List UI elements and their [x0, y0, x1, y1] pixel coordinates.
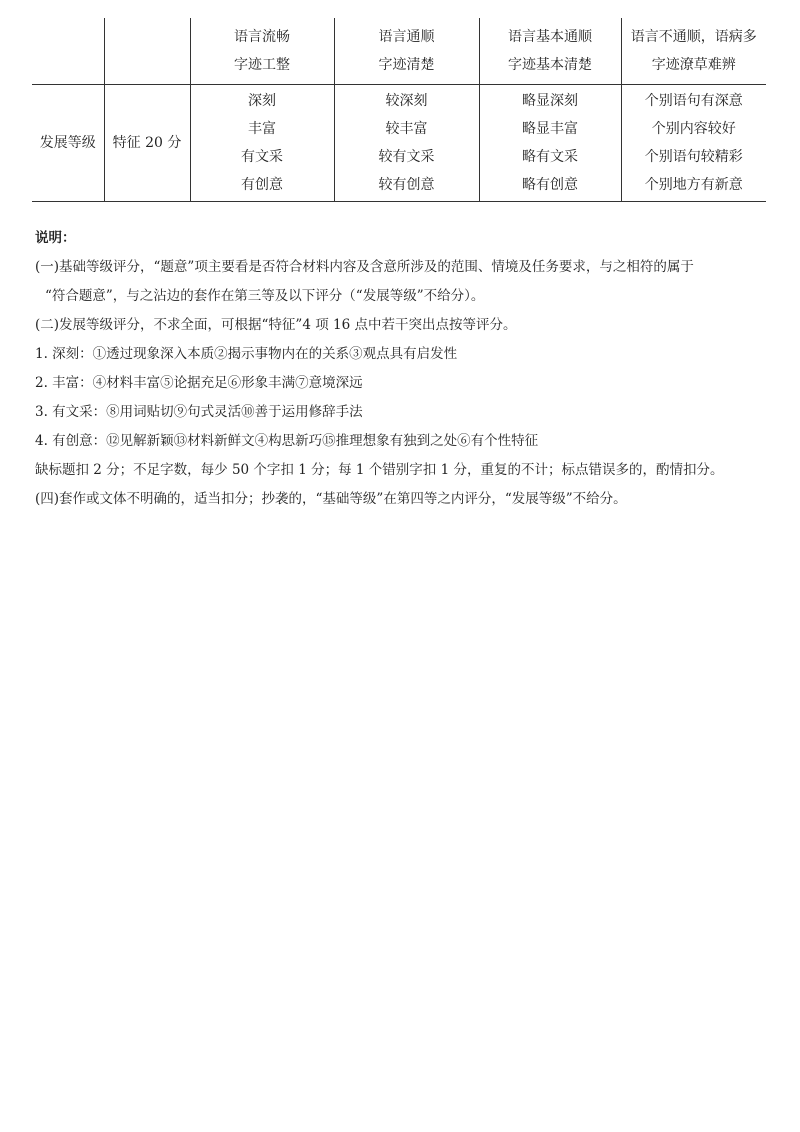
cell-line: 略有文采: [522, 149, 578, 165]
cell-line: 字迹潦草难辨: [651, 57, 736, 73]
cell-line: 略显深刻: [522, 93, 578, 109]
table-cell-level-4: [621, 85, 766, 202]
cell-line: 个别语句有深意: [644, 93, 743, 109]
cell-line: 字迹清楚: [378, 57, 435, 73]
table-cell-criterion: 特征 20 分: [104, 85, 190, 202]
cell-line: 个别地方有新意: [644, 177, 743, 193]
table-cell-level-2: [334, 85, 479, 202]
cell-line: 较深刻: [385, 93, 428, 109]
cell-line: 较有文采: [378, 149, 435, 165]
table-cell-empty: [104, 18, 190, 85]
table-row: [32, 85, 766, 202]
table-cell-level-4: [621, 18, 766, 85]
scoring-rubric-table: [32, 18, 766, 202]
cell-line: 略显丰富: [522, 121, 578, 137]
cell-line: 语言流畅: [234, 29, 290, 45]
note-line: 1. 深刻：①透过现象深入本质②揭示事物内在的关系③观点具有启发性: [35, 346, 458, 362]
table-cell-level-1: [190, 85, 334, 202]
note-line: (一)基础等级评分，“题意”项主要看是否符合材料内容及含意所涉及的范围、情境及任务要求，与之相符的属于: [35, 259, 694, 275]
note-line: 缺标题扣 2 分；不足字数，每少 50 个字扣 1 分；每 1 个错别字扣 1 分，重复的不计；标点错误多的，酌情扣分。: [35, 462, 724, 478]
note-line: 3. 有文采：⑧用词贴切⑨句式灵活⑩善于运用修辞手法: [35, 404, 363, 420]
table-row: [32, 18, 766, 85]
cell-line: 较丰富: [385, 121, 428, 137]
cell-line: 有创意: [241, 177, 283, 193]
cell-line: 深刻: [248, 93, 276, 109]
table-cell-level-2: [334, 18, 479, 85]
cell-line: 略有创意: [522, 177, 578, 193]
note-line: 2. 丰富：④材料丰富⑤论据充足⑥形象丰满⑦意境深远: [35, 375, 363, 391]
cell-line: 有文采: [241, 149, 283, 165]
note-line: 4. 有创意：⑫见解新颖⑬材料新鲜文④构思新巧⑮推理想象有独到之处⑥有个性特征: [35, 433, 539, 449]
cell-line: 字迹工整: [234, 57, 290, 73]
table-cell-empty: [32, 18, 104, 85]
table-cell-level-3: [479, 85, 621, 202]
cell-line: 个别语句较精彩: [644, 149, 743, 165]
table-cell-level-1: [190, 18, 334, 85]
cell-line: 语言不通顺，语病多: [630, 29, 757, 45]
notes-title: 说明：: [35, 230, 76, 246]
table-cell-category: 发展等级: [32, 85, 104, 202]
note-line: “符合题意”，与之沾边的套作在第三等及以下评分（“发展等级”不给分）。: [45, 288, 485, 304]
cell-line: 较有创意: [378, 177, 435, 193]
cell-line: 个别内容较好: [651, 121, 736, 137]
cell-line: 丰富: [248, 121, 276, 137]
cell-line: 语言通顺: [378, 29, 435, 45]
cell-line: 字迹基本清楚: [508, 57, 592, 73]
note-line: (二)发展等级评分，不求全面，可根据“特征”4 项 16 点中若干突出点按等评分。: [35, 317, 517, 333]
notes-section: [35, 224, 775, 514]
note-line: (四)套作或文体不明确的，适当扣分；抄袭的，“基础等级”在第四等之内评分，“发展等级”不给分。: [35, 491, 627, 507]
cell-line: 语言基本通顺: [508, 29, 592, 45]
table-cell-level-3: [479, 18, 621, 85]
